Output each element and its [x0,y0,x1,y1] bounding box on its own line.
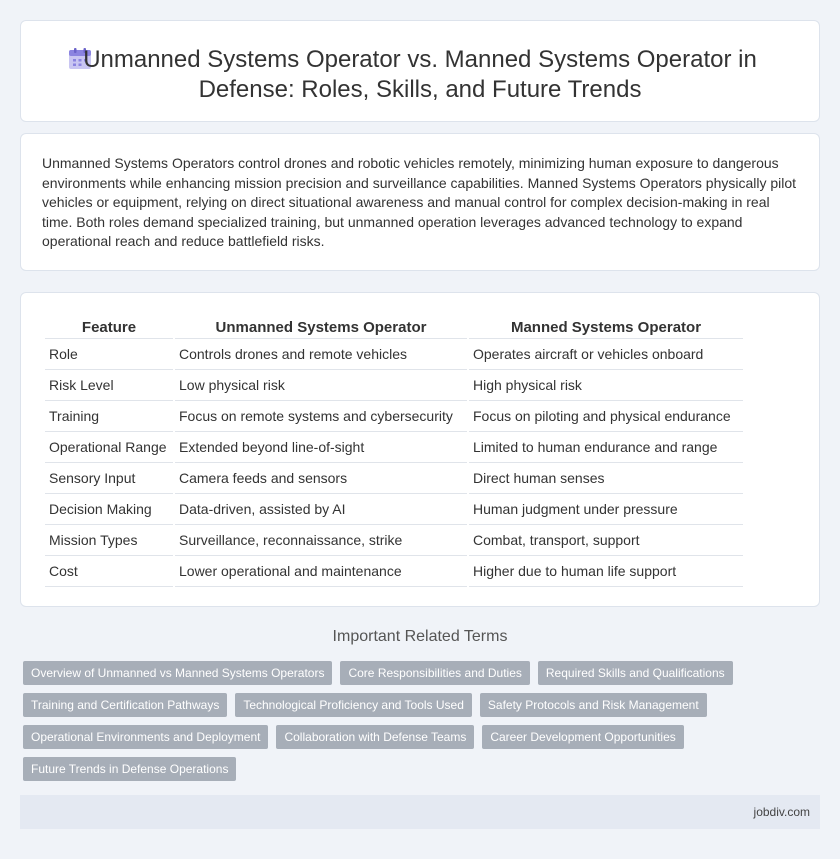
table-row [45,401,743,432]
cell-feature: Sensory Input [45,463,173,494]
header-unmanned: Unmanned Systems Operator [175,317,467,339]
related-term-tag[interactable]: Technological Proficiency and Tools Used [235,693,472,717]
table-header-row [45,317,743,339]
cell-manned: Human judgment under pressure [469,494,743,525]
related-term-tag[interactable]: Collaboration with Defense Teams [276,725,474,749]
title-card [20,20,820,122]
table-row [45,494,743,525]
comparison-card [20,292,820,607]
cell-manned: Combat, transport, support [469,525,743,556]
related-terms-list [23,661,823,789]
cell-feature: Risk Level [45,370,173,401]
intro-text: Unmanned Systems Operators control drones and robotic vehicles remotely, minimizing human exposure to dangerous environments while enhancing mission precision and surveillance capabilities. Manned Systems Operators physically pilot vehicles or equipment, relying on direct situational awareness and manual control for complex decision-making in real time. Both roles demand specialized training, but unmanned operation leverages advanced technology to expand operational reach and reduce battlefield risks. [42,155,797,250]
cell-feature: Operational Range [45,432,173,463]
cell-feature: Mission Types [45,525,173,556]
cell-manned: Operates aircraft or vehicles onboard [469,339,743,370]
related-term-tag[interactable]: Operational Environments and Deployment [23,725,268,749]
related-terms-heading: Important Related Terms [332,628,508,645]
table-row [45,339,743,370]
cell-unmanned: Extended beyond line-of-sight [175,432,467,463]
related-term-tag[interactable]: Career Development Opportunities [482,725,683,749]
cell-manned: High physical risk [469,370,743,401]
cell-manned: Higher due to human life support [469,556,743,587]
table-row [45,556,743,587]
related-term-tag[interactable]: Overview of Unmanned vs Manned Systems Operators [23,661,332,685]
cell-feature: Role [45,339,173,370]
footer-site-link[interactable]: jobdiv.com [753,805,810,819]
cell-feature: Cost [45,556,173,587]
cell-unmanned: Camera feeds and sensors [175,463,467,494]
cell-unmanned: Focus on remote systems and cybersecurity [175,401,467,432]
table-row [45,432,743,463]
comparison-table [43,317,745,587]
cell-unmanned: Lower operational and maintenance [175,556,467,587]
table-row [45,463,743,494]
page-title: Unmanned Systems Operator vs. Manned Systems Operator in Defense: Roles, Skills, and Future Trends [83,46,757,103]
header-manned: Manned Systems Operator [469,317,743,339]
table-row [45,370,743,401]
cell-unmanned: Data-driven, assisted by AI [175,494,467,525]
related-term-tag[interactable]: Future Trends in Defense Operations [23,757,236,781]
cell-unmanned: Surveillance, reconnaissance, strike [175,525,467,556]
cell-feature: Decision Making [45,494,173,525]
cell-unmanned: Low physical risk [175,370,467,401]
related-term-tag[interactable]: Required Skills and Qualifications [538,661,733,685]
intro-card [20,133,820,271]
related-term-tag[interactable]: Core Responsibilities and Duties [340,661,529,685]
cell-feature: Training [45,401,173,432]
related-term-tag[interactable]: Safety Protocols and Risk Management [480,693,707,717]
cell-unmanned: Controls drones and remote vehicles [175,339,467,370]
related-term-tag[interactable]: Training and Certification Pathways [23,693,227,717]
footer [20,795,820,829]
table-row [45,525,743,556]
cell-manned: Limited to human endurance and range [469,432,743,463]
cell-manned: Focus on piloting and physical endurance [469,401,743,432]
header-feature: Feature [45,317,173,339]
cell-manned: Direct human senses [469,463,743,494]
